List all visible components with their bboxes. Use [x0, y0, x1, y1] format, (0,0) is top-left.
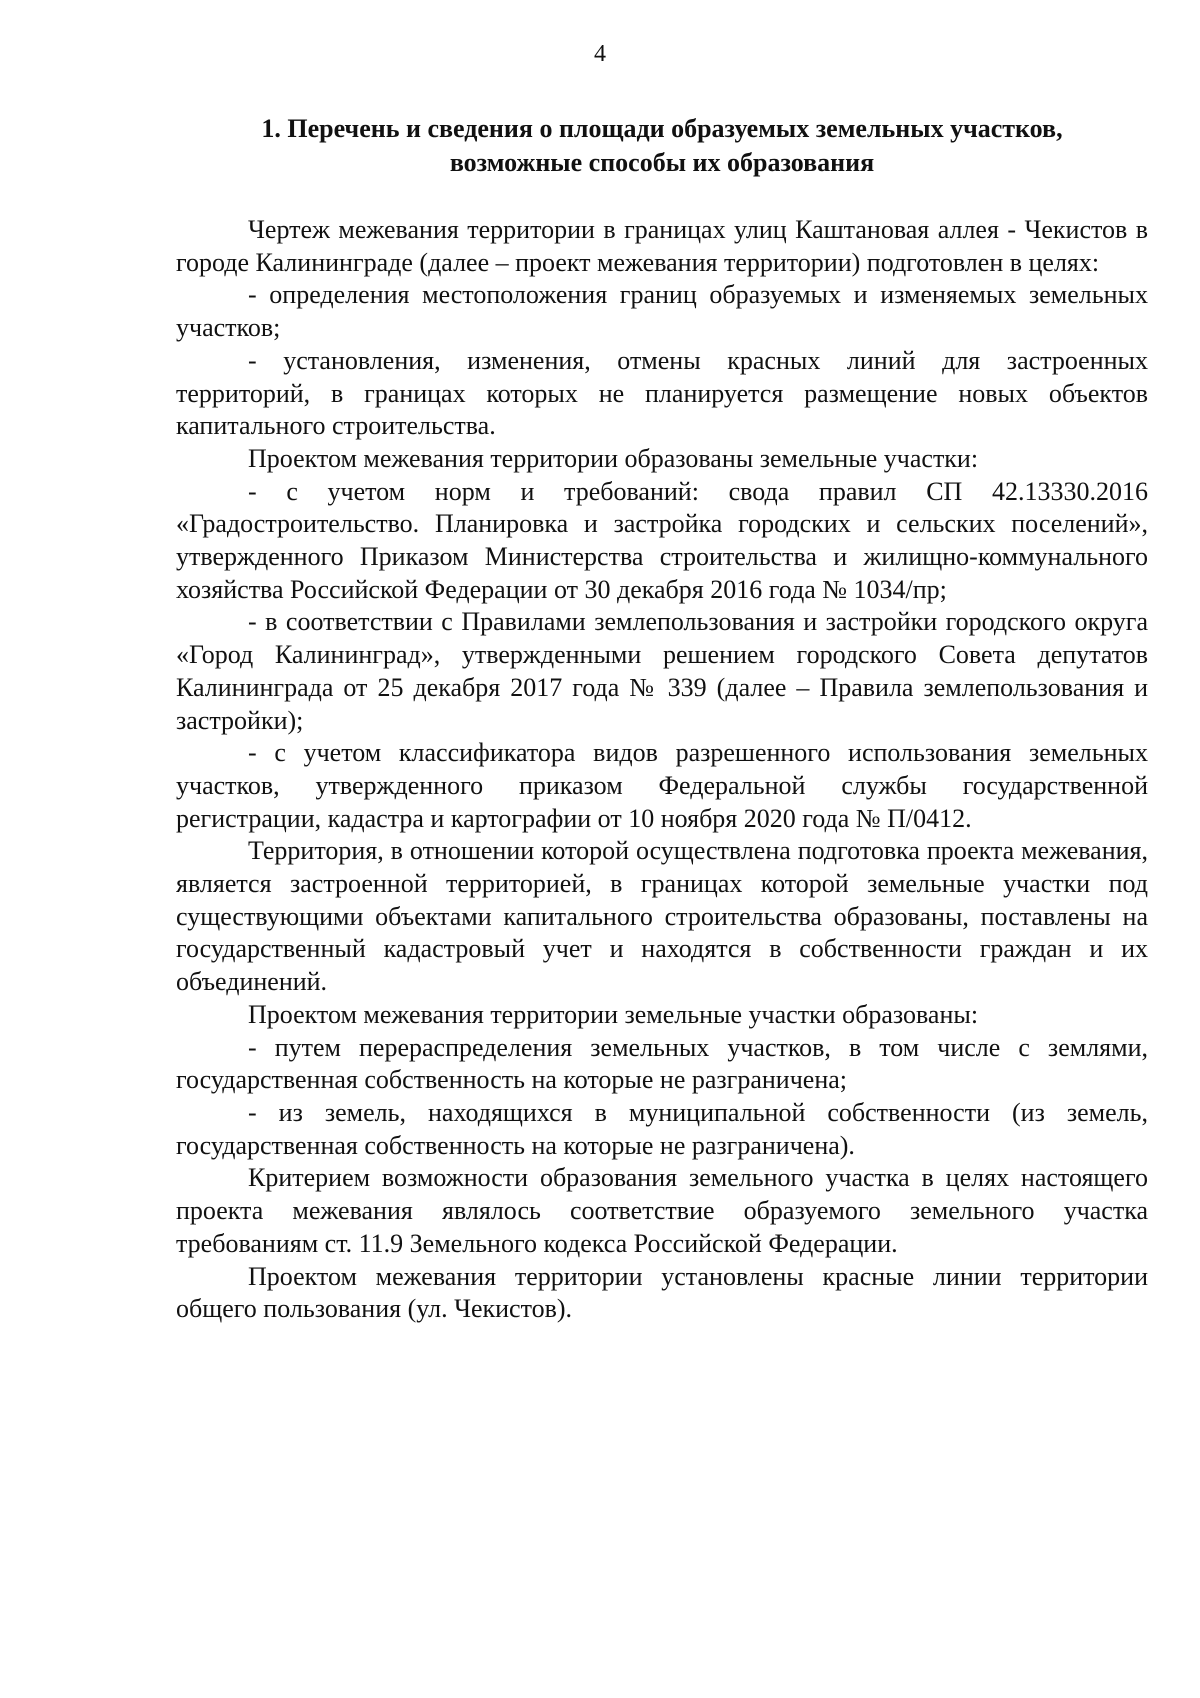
list-item: - установления, изменения, отмены красных линий для застроенных территорий, в границах которых не планируется размещение новых объектов капитального строительства. [176, 345, 1148, 441]
section-heading-line-1: 1. Перечень и сведения о площади образуемых земельных участков, [261, 114, 1063, 143]
paragraph: Проектом межевания территории земельные участки образованы: [248, 999, 979, 1029]
paragraph: Проектом межевания территории образованы земельные участки: [248, 443, 979, 473]
list-item: - с учетом классификатора видов разрешенного использования земельных участков, утвержденного приказом Федеральной службы государственной регистрации, кадастра и картографии от 10 ноября 2020 года № П/0412. [176, 738, 1148, 833]
section-heading-line-2: возможные способы их образования [449, 148, 875, 177]
paragraph: Чертеж межевания территории в границах улиц Каштановая аллея - Чекистов в городе Калининграде (далее – проект межевания территории) подготовлен в целях: [176, 215, 1148, 277]
list-item: - путем перераспределения земельных участков, в том числе с землями, государственная собственность на которые не разграничена; [176, 1032, 1148, 1095]
list-item: - в соответствии с Правилами землепользования и застройки городского округа «Город Калининград», утвержденными решением городского Совета депутатов Калининграда от 25 декабря 2017 года № 339 (далее – Правила землепользования и застройки); [176, 607, 1148, 735]
paragraph: Территория, в отношении которой осуществлена подготовка проекта межевания, является застроенной территорией, в границах которой земельные участки под существующими объектами капитального строительства образованы, поставлены на государственный кадастровый учет и находятся в собственности граждан и их объединений. [176, 836, 1148, 997]
paragraph: Проектом межевания территории установлены красные линии территории общего пользования (ул. Чекистов). [176, 1261, 1148, 1324]
list-item: - из земель, находящихся в муниципальной собственности (из земель, государственная собственность на которые не разграничена). [176, 1097, 1148, 1160]
document-body [176, 214, 1148, 1326]
paragraph: Критерием возможности образования земельного участка в целях настоящего проекта межевания являлось соответствие образуемого земельного участка требованиям ст. 11.9 Земельного кодекса Российской Федерации. [176, 1163, 1148, 1258]
page-number: 4 [594, 41, 606, 67]
list-item: - с учетом норм и требований: свода правил СП 42.13330.2016 «Градостроительство. Планировка и застройка городских и сельских поселений», утвержденного Приказом Министерства строительства и жилищно-коммунального хозяйства Российской Федерации от 30 декабря 2016 года № 1034/пр; [176, 476, 1148, 604]
section-heading [176, 112, 1148, 180]
list-item: - определения местоположения границ образуемых и изменяемых земельных участков; [176, 280, 1148, 343]
